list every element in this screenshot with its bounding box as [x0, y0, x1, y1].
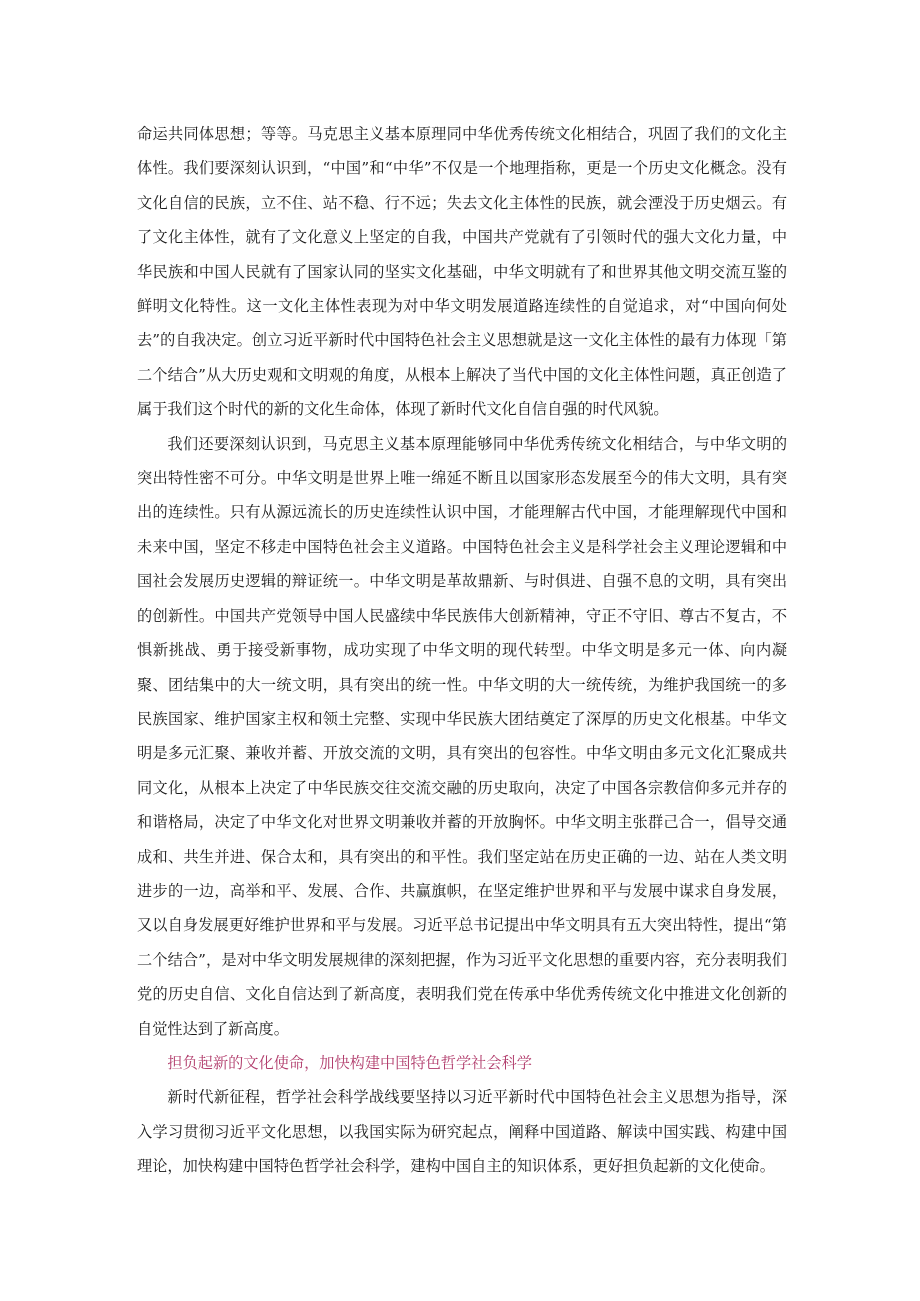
- document-body: [137, 117, 787, 1184]
- paragraph-continuation: 命运共同体思想；等等。马克思主义基本原理同中华优秀传统文化相结合，巩固了我们的文化主体性。我们要深刻认识到，“中国”和“中华”不仅是一个地理指称，更是一个历史文化概念。没有文化自信的民族，立不住、站不稳、行不远；失去文化主体性的民族，就会湮没于历史烟云。有了文化主体性，就有了文化意义上坚定的自我，中国共产党就有了引领时代的强大文化力量，中华民族和中国人民就有了国家认同的坚实文化基础，中华文明就有了和世界其他文明交流互鉴的鲜明文化特性。这一文化主体性表现为对中华文明发展道路连续性的自觉追求，对“中国向何处去”的自我决定。创立习近平新时代中国特色社会主义思想就是这一文化主体性的最有力体现「第二个结合”从大历史观和文明观的角度，从根本上解决了当代中国的文化主体性问题，真正创造了属于我们这个时代的新的文化生命体，体现了新时代文化自信自强的时代风貌。: [137, 125, 787, 419]
- paragraph-five-characteristics: 我们还要深刻认识到，马克思主义基本原理能够同中华优秀传统文化相结合，与中华文明的突出特性密不可分。中华文明是世界上唯一绵延不断且以国家形态发展至今的伟大文明，具有突出的连续性。只有从源远流长的历史连续性认识中国，才能理解古代中国，才能理解现代中国和未来中国，坚定不移走中国特色社会主义道路。中国特色社会主义是科学社会主义理论逻辑和中国社会发展历史逻辑的辩证统一。中华文明是革故鼎新、与时俱进、自强不息的文明，具有突出的创新性。中国共产党领导中国人民盛续中华民族伟大创新精神，守正不守旧、尊古不复古，不惧新挑战、勇于接受新事物，成功实现了中华文明的现代转型。中华文明是多元一体、向内凝聚、团结集中的大一统文明，具有突出的统一性。中华文明的大一统传统，为维护我国统一的多民族国家、维护国家主权和领土完整、实现中华民族大团结奠定了深厚的历史文化根基。中华文明是多元汇聚、兼收并蓄、开放交流的文明，具有突出的包容性。中华文明由多元文化汇聚成共同文化，从根本上决定了中华民族交往交流交融的历史取向，决定了中国各宗教信仰多元并存的和谐格局，决定了中华文化对世界文明兼收并蓄的开放胸怀。中华文明主张群己合一，倡导交通成和、共生并进、保合太和，具有突出的和平性。我们坚定站在历史正确的一边、站在人类文明进步的一边，高举和平、发展、合作、共赢旗帜，在坚定维护世界和平与发展中谋求自身发展，又以自身发展更好维护世界和平与发展。习近平总书记提出中华文明具有五大突出特性，提出“第二个结合”，是对中华文明发展规律的深刻把握，作为习近平文化思想的重要内容，充分表明我们党的历史自信、文化自信达到了新高度，表明我们党在传承中华优秀传统文化中推进文化创新的自觉性达到了新高度。: [137, 434, 787, 1038]
- paragraph-closing: 新时代新征程，哲学社会科学战线要坚持以习近平新时代中国特色社会主义思想为指导，深入学习贯彻习近平文化思想，以我国实际为研究起点，阐释中国道路、解读中国实践、构建中国理论，加快构建中国特色哲学社会科学，建构中国自主的知识体系，更好担负起新的文化使命。: [137, 1088, 787, 1176]
- section-heading: 担负起新的文化使命，加快构建中国特色哲学社会科学: [167, 1053, 532, 1072]
